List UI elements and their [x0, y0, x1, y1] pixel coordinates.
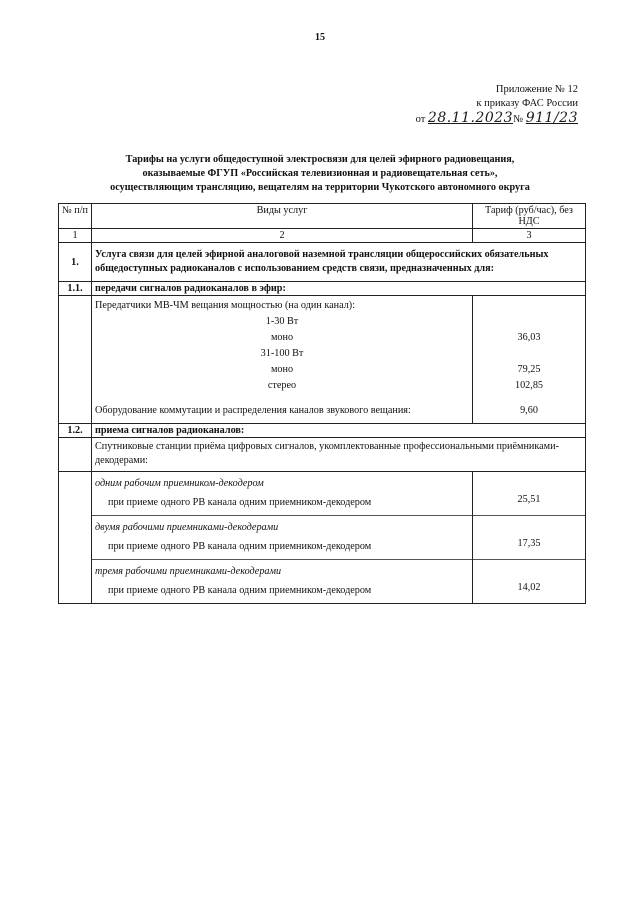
appendix-order: к приказу ФАС России [476, 98, 578, 109]
equipment-line: Оборудование коммутации и распределения каналов звукового вещания: [95, 405, 411, 416]
section-1-text: Услуга связи для целей эфирной аналоговой наземной трансляции общероссийских обязательных общедоступных радиоканалов с использованием средств связи, предназначенных для: [92, 243, 586, 282]
receivers-values [473, 472, 586, 604]
value-group-3: 14,02 [473, 559, 585, 603]
section-12-text: приема сигналов радиоканалов: [92, 424, 586, 438]
group-3-label: тремя рабочими приемниками-декодерами [92, 559, 472, 580]
transmitters-intro: Передатчики МВ-ЧМ вещания мощностью (на один канал): [95, 300, 356, 311]
column-numbers-row [59, 229, 586, 243]
section-11-row [59, 282, 586, 296]
group-2-label: двумя рабочими приемниками-декодерами [92, 515, 472, 536]
section-11-num: 1.1. [59, 282, 92, 296]
receivers-description [92, 472, 473, 604]
mono-1: моно [270, 332, 294, 343]
group-3-line: при приеме одного РВ канала одним приемником-декодером [108, 585, 372, 596]
receivers-row [59, 472, 586, 604]
power-31-100: 31-100 Вт [260, 348, 304, 359]
document-title: Тарифы на услуги общедоступной электросвязи для целей эфирного радиовещания, оказываемые ФГУП «Российская телевизионная и радиовещательная сеть», осуществляющим трансляцию, вещателям на территории Чукотского автономного округа [110, 154, 530, 193]
value-mono-1: 36,03 [517, 332, 541, 343]
value-stereo: 102,85 [514, 380, 543, 391]
appendix-date-line [416, 111, 578, 127]
mono-2: моно [270, 364, 294, 375]
appendix-block [416, 83, 578, 127]
power-1-30: 1-30 Вт [265, 316, 299, 327]
value-group-2: 17,35 [473, 515, 585, 559]
colnum-3: 3 [473, 229, 586, 243]
section-11-text: передачи сигналов радиоканалов в эфир: [92, 282, 586, 296]
group-1-line: при приеме одного РВ канала одним приемником-декодером [108, 497, 372, 508]
value-mono-2: 79,25 [517, 364, 541, 375]
section-12-row [59, 424, 586, 438]
page-number: 15 [315, 32, 325, 43]
header-num: № п/п [59, 204, 92, 229]
appendix-title: Приложение № 12 [495, 84, 578, 95]
satellite-intro: Спутниковые станции приёма цифровых сигналов, укомплектованные профессиональными приёмниками-декодерами: [92, 438, 586, 472]
transmitters-values [473, 296, 586, 424]
group-2-line: при приеме одного РВ канала одним приемником-декодером [108, 541, 372, 552]
table-header-row [59, 204, 586, 229]
header-tariff: Тариф (руб/час), без НДС [473, 204, 586, 229]
date-prefix: от [415, 114, 426, 125]
header-service: Виды услуг [92, 204, 473, 229]
handwritten-number: 911/23 [525, 110, 578, 126]
satellite-intro-row [59, 438, 586, 472]
transmitters-row [59, 296, 586, 424]
section-12-num: 1.2. [59, 424, 92, 438]
tariffs-table [58, 203, 586, 604]
value-equipment: 9,60 [520, 405, 538, 416]
section-1-row [59, 243, 586, 282]
colnum-2: 2 [92, 229, 473, 243]
value-group-1: 25,51 [517, 494, 541, 505]
section-1-num: 1. [59, 243, 92, 282]
group-1-label: одним рабочим приемником-декодером [95, 478, 264, 489]
transmitters-description [92, 296, 473, 424]
colnum-1: 1 [59, 229, 92, 243]
number-prefix: № [513, 114, 524, 125]
stereo: стерео [267, 380, 297, 391]
handwritten-date: 28.11.2023 [427, 110, 514, 126]
